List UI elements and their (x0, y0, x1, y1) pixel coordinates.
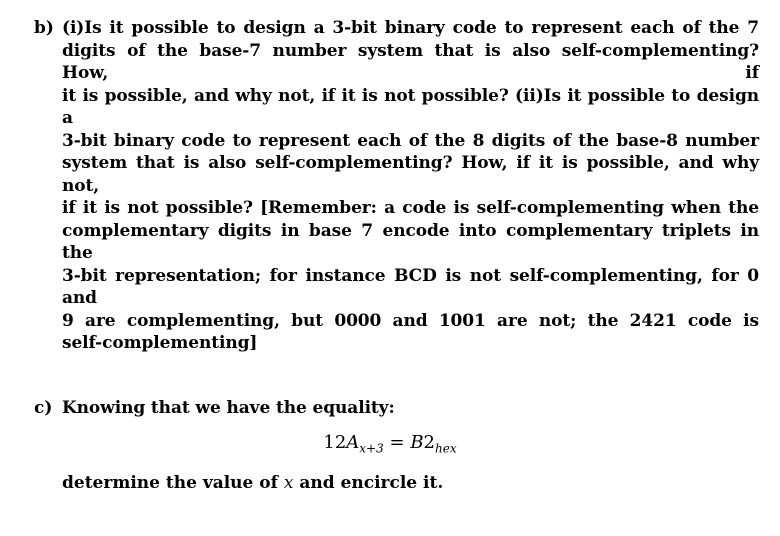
problem-b-line: if it is not possible? [Remember: a code is self-complementing when the (62, 198, 759, 218)
problem-b-line: digits of the base-7 number system that is also self-complementing? How, if (62, 40, 759, 83)
problem-b-line: system that is also self-complementing? How, if it is possible, and why not, (62, 153, 759, 196)
problem-b-line: 9 are complementing, but 0000 and 1001 are not; the 2421 code is (62, 310, 759, 331)
problem-b-label: b) (34, 18, 54, 38)
equation-lhs-subscript: x+3 (359, 441, 384, 456)
problem-b-text (62, 17, 759, 355)
problem-b-line: 3-bit representation; for instance BCD is not self-complementing, for 0 and (62, 265, 759, 308)
equation-rhs-subscript: hex (435, 441, 457, 456)
problem-c (34, 397, 764, 420)
equation-lhs-number: 12 (323, 432, 347, 453)
instruction-variable: x (283, 473, 294, 493)
problem-b (34, 17, 764, 355)
equation-rhs-variable: B (410, 432, 424, 453)
problem-c-instruction (62, 472, 443, 495)
equation-equals: = (389, 432, 405, 453)
problem-b-line: complementary digits in base 7 encode into complementary triplets in the (62, 220, 759, 263)
instruction-pre: determine the value of (62, 473, 278, 493)
equation-rhs-number: 2 (423, 432, 435, 453)
problem-b-line: it is possible, and why not, if it is not possible? (ii)Is it possible to design a (62, 85, 759, 128)
problem-c-intro: Knowing that we have the equality: (62, 398, 395, 418)
equation (0, 432, 780, 456)
equation-lhs-variable: A (346, 432, 360, 453)
problem-b-line: self-complementing] (62, 333, 258, 353)
instruction-post: and encircle it. (299, 473, 444, 493)
problem-b-line: 3-bit binary code to represent each of the 8 digits of the base-8 number (62, 130, 759, 151)
problem-c-label: c) (34, 398, 53, 418)
problem-b-line: (i)Is it possible to design a 3-bit binary code to represent each of the 7 (62, 18, 759, 38)
